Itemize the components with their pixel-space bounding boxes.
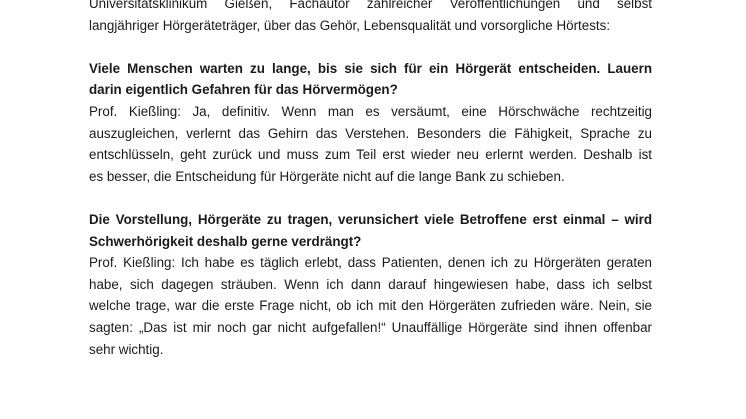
document-page [89, 0, 652, 360]
interview-answer [89, 252, 652, 360]
answer-line: Prof. Kießling: Ich habe es täglich erlebt, dass Patienten, denen ich zu Hörgeräten geraten [89, 255, 652, 271]
qa-block-1 [89, 58, 652, 188]
paragraph-gap [89, 187, 652, 209]
answer-line: habe, sich dagegen sträuben. Wenn ich dann darauf hingewiesen habe, dass ich selbst [89, 276, 652, 292]
answer-line: entschlüsseln, geht zurück und muss zum Teil erst wieder neu erlernt werden. Deshalb ist [89, 147, 652, 163]
answer-line: auszugleichen, verlernt das Gehirn das Verstehen. Besonders die Fähigkeit, Sprache zu [89, 125, 652, 141]
interview-answer [89, 101, 652, 187]
interview-question [89, 58, 652, 101]
paragraph-gap [89, 36, 652, 58]
answer-line: sagten: „Das ist mir noch gar nicht aufgefallen!“ Unauffällige Hörgeräte sind ihnen offenbar [89, 319, 652, 335]
answer-line: Prof. Kießling: Ja, definitiv. Wenn man es versäumt, eine Hörschwäche rechtzeitig [89, 103, 652, 119]
question-line: Schwerhörigkeit deshalb gerne verdrängt? [89, 233, 362, 249]
qa-block-2 [89, 209, 652, 360]
intro-line: langjähriger Hörgeräteträger, über das Gehör, Lebensqualität und vorsorgliche Hörtests: [89, 17, 611, 33]
answer-line: welche trage, war die erste Frage nicht, ob ich mit den Hörgeräten zufrieden wäre. Nein, sie [89, 298, 652, 314]
interview-question [89, 209, 652, 252]
question-line: Die Vorstellung, Hörgeräte zu tragen, verunsichert viele Betroffene erst einmal – wird [89, 211, 652, 227]
question-line: darin eigentlich Gefahren für das Hörvermögen? [89, 82, 398, 98]
intro-line: Universitätsklinikum Gießen, Fachautor zahlreicher Veröffentlichungen und selbst [89, 0, 652, 11]
question-line: Viele Menschen warten zu lange, bis sie sich für ein Hörgerät entscheiden. Lauern [89, 60, 652, 76]
answer-line: sehr wichtig. [89, 341, 164, 357]
answer-line: es besser, die Entscheidung für Hörgeräte nicht auf die lange Bank zu schieben. [89, 168, 565, 184]
intro-paragraph [89, 0, 652, 36]
